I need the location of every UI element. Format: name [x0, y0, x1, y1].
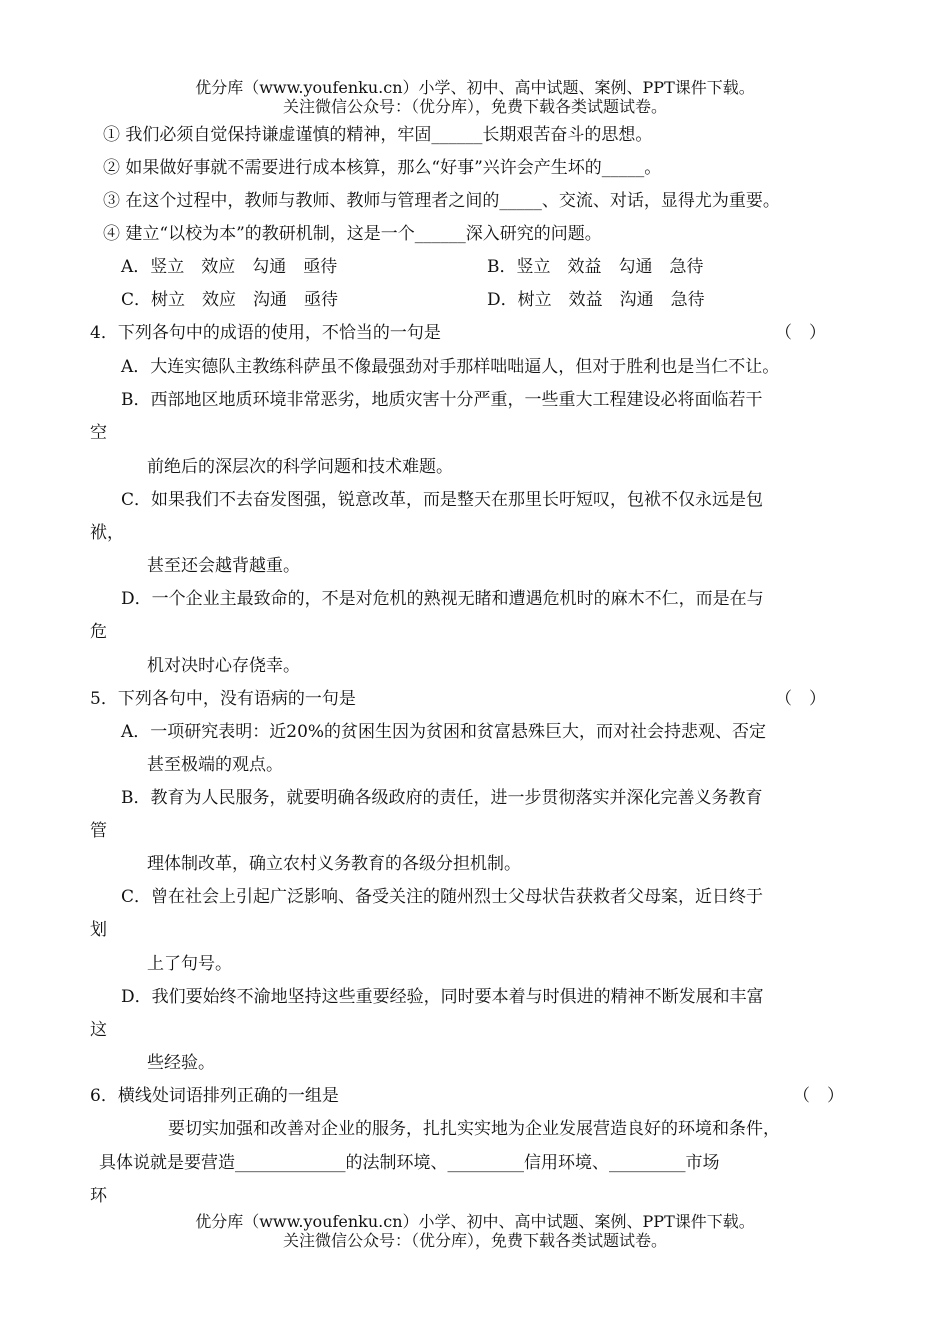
q4-stem: 4．下列各句中的成语的使用，不恰当的一句是 — [90, 323, 441, 343]
q4-option-a: A．大连实德队主教练科萨虽不像最强劲对手那样咄咄逼人，但对于胜利也是当仁不让。 — [121, 357, 780, 377]
q3-sentence-2: ② 如果做好事就不需要进行成本核算，那么“好事”兴许会产生坏的_____。 — [103, 158, 662, 178]
q4-option-b-line2: 空 — [90, 423, 107, 443]
q3-sentence-1: ① 我们必须自觉保持谦虚谨慎的精神，牢固______长期艰苦奋斗的思想。 — [103, 125, 653, 145]
page-header-line-2: 关注微信公众号：（优分库），免费下载各类试题试卷。 — [282, 97, 667, 116]
q6-stem: 6．横线处词语排列正确的一组是 — [90, 1086, 339, 1106]
q3-sentence-4: ④ 建立“以校为本”的教研机制，这是一个______深入研究的问题。 — [103, 224, 602, 244]
q5-answer-paren: （ ） — [775, 689, 826, 709]
q6-passage-line3: 环 — [90, 1186, 107, 1206]
q3-option-a: A．竖立 效应 勾通 亟待 — [121, 257, 338, 277]
q4-option-d-line1: D．一个企业主最致命的，不是对危机的熟视无睹和遭遇危机时的麻木不仁，而是在与 — [121, 589, 764, 609]
q3-option-b: B．竖立 效益 勾通 急待 — [487, 257, 704, 277]
q5-option-d-line3: 些经验。 — [147, 1053, 215, 1073]
q4-option-c-line3: 甚至还会越背越重。 — [147, 556, 300, 576]
page-footer-line-2: 关注微信公众号：（优分库），免费下载各类试题试卷。 — [282, 1231, 667, 1250]
q5-option-a-line1: A．一项研究表明：近20%的贫困生因为贫困和贫富悬殊巨大，而对社会持悲观、否定 — [121, 722, 767, 742]
q5-option-c-line3: 上了句号。 — [147, 954, 232, 974]
q5-option-d-line1: D．我们要始终不渝地坚持这些重要经验，同时要本着与时俱进的精神不断发展和丰富 — [121, 987, 764, 1007]
q3-option-c: C．树立 效应 沟通 亟待 — [121, 290, 339, 310]
q4-option-c-line1: C．如果我们不去奋发图强，锐意改革，而是整天在那里长吁短叹，包袱不仅永远是包 — [121, 490, 764, 510]
q5-option-b-line3: 理体制改革，确立农村义务教育的各级分担机制。 — [147, 854, 521, 874]
q6-passage-line2: 具体说就是要营造_____________的法制环境、_________信用环境、_________市场 — [99, 1153, 720, 1173]
q5-option-c-line2: 划 — [90, 920, 107, 940]
q5-option-b-line2: 管 — [90, 821, 107, 841]
q4-answer-paren: （ ） — [775, 323, 826, 343]
page-footer-line-1: 优分库（www.youfenku.cn）小学、初中、高中试题、案例、PPT课件下载。 — [195, 1212, 755, 1231]
q6-answer-paren: （ ） — [793, 1086, 844, 1106]
q4-option-b-line1: B．西部地区地质环境非常恶劣，地质灾害十分严重，一些重大工程建设必将面临若干 — [121, 390, 763, 410]
q5-option-b-line1: B．教育为人民服务，就要明确各级政府的责任，进一步贯彻落实并深化完善义务教育 — [121, 788, 763, 808]
q4-option-c-line2: 袱， — [90, 523, 124, 543]
q5-option-d-line2: 这 — [90, 1020, 107, 1040]
q5-stem: 5．下列各句中，没有语病的一句是 — [90, 689, 356, 709]
page-header-line-1: 优分库（www.youfenku.cn）小学、初中、高中试题、案例、PPT课件下载。 — [195, 78, 755, 97]
q5-option-c-line1: C．曾在社会上引起广泛影响、备受关注的随州烈士父母状告获救者父母案，近日终于 — [121, 887, 764, 907]
q5-option-a-line2: 甚至极端的观点。 — [147, 755, 283, 775]
q4-option-d-line2: 危 — [90, 622, 107, 642]
q4-option-d-line3: 机对决时心存侥幸。 — [147, 656, 300, 676]
q3-sentence-3: ③ 在这个过程中，教师与教师、教师与管理者之间的_____、交流、对话，显得尤为重要。 — [103, 191, 780, 211]
q6-passage-line1: 要切实加强和改善对企业的服务，扎扎实实地为企业发展营造良好的环境和条件， — [168, 1119, 780, 1139]
q3-option-d: D．树立 效益 沟通 急待 — [487, 290, 705, 310]
q4-option-b-line3: 前绝后的深层次的科学问题和技术难题。 — [147, 457, 453, 477]
